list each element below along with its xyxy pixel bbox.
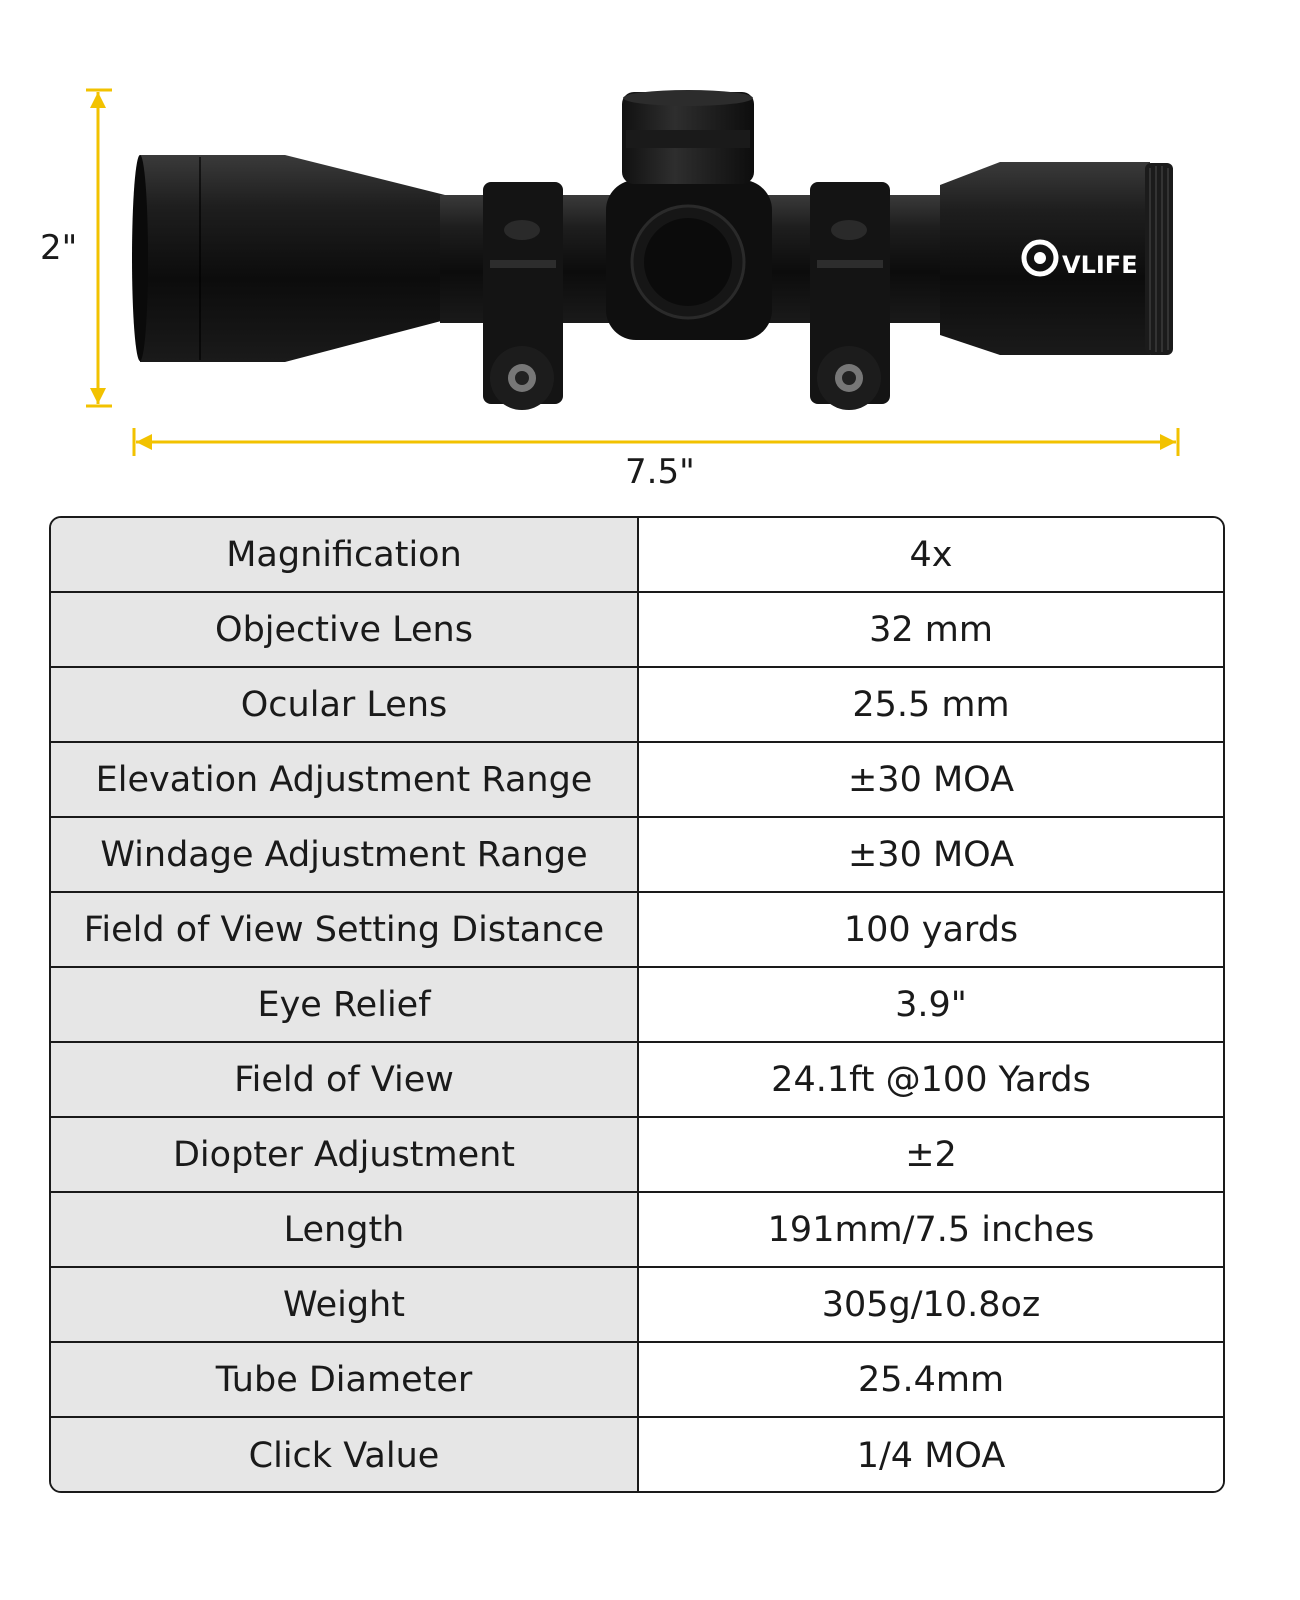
spec-row-diopter-adjustment bbox=[51, 1118, 1223, 1193]
spec-row-windage-adjustment bbox=[51, 818, 1223, 893]
spec-value: 305g/10.8oz bbox=[639, 1268, 1223, 1341]
spec-value: 24.1ft @100 Yards bbox=[639, 1043, 1223, 1116]
spec-value: ±2 bbox=[639, 1118, 1223, 1191]
spec-value: 1/4 MOA bbox=[639, 1418, 1223, 1493]
spec-label: Weight bbox=[51, 1268, 639, 1341]
spec-label: Field of View bbox=[51, 1043, 639, 1116]
height-dimension-label: 2" bbox=[40, 228, 78, 268]
spec-row-eye-relief bbox=[51, 968, 1223, 1043]
scope-turret bbox=[606, 90, 772, 340]
spec-row-length bbox=[51, 1193, 1223, 1268]
spec-label: Windage Adjustment Range bbox=[51, 818, 639, 891]
spec-label: Objective Lens bbox=[51, 593, 639, 666]
spec-row-weight bbox=[51, 1268, 1223, 1343]
spec-value: 4x bbox=[639, 518, 1223, 591]
spec-label: Magnification bbox=[51, 518, 639, 591]
spec-label: Eye Relief bbox=[51, 968, 639, 1041]
spec-label: Field of View Setting Distance bbox=[51, 893, 639, 966]
spec-value: 3.9" bbox=[639, 968, 1223, 1041]
spec-value: 25.4mm bbox=[639, 1343, 1223, 1416]
scope-objective-bell bbox=[132, 155, 445, 362]
height-dimension-arrow bbox=[86, 90, 112, 406]
spec-value: 191mm/7.5 inches bbox=[639, 1193, 1223, 1266]
spec-label: Length bbox=[51, 1193, 639, 1266]
rifle-scope-image bbox=[0, 0, 1300, 500]
spec-table bbox=[49, 516, 1225, 1493]
spec-row-ocular-lens bbox=[51, 668, 1223, 743]
spec-value: 32 mm bbox=[639, 593, 1223, 666]
spec-value: 25.5 mm bbox=[639, 668, 1223, 741]
spec-value: ±30 MOA bbox=[639, 818, 1223, 891]
spec-row-field-of-view bbox=[51, 1043, 1223, 1118]
spec-label: Click Value bbox=[51, 1418, 639, 1493]
mounting-ring-rear bbox=[810, 182, 890, 410]
width-dimension-label: 7.5" bbox=[625, 452, 695, 492]
spec-row-fov-setting-distance bbox=[51, 893, 1223, 968]
spec-row-elevation-adjustment bbox=[51, 743, 1223, 818]
spec-label: Tube Diameter bbox=[51, 1343, 639, 1416]
product-figure bbox=[0, 0, 1300, 500]
mounting-ring-front bbox=[483, 182, 563, 410]
brand-logo-text: VLIFE bbox=[1062, 251, 1138, 279]
spec-row-tube-diameter bbox=[51, 1343, 1223, 1418]
spec-row-objective-lens bbox=[51, 593, 1223, 668]
spec-label: Ocular Lens bbox=[51, 668, 639, 741]
spec-label: Diopter Adjustment bbox=[51, 1118, 639, 1191]
spec-row-magnification bbox=[51, 518, 1223, 593]
spec-row-click-value bbox=[51, 1418, 1223, 1493]
spec-value: 100 yards bbox=[639, 893, 1223, 966]
spec-value: ±30 MOA bbox=[639, 743, 1223, 816]
spec-label: Elevation Adjustment Range bbox=[51, 743, 639, 816]
